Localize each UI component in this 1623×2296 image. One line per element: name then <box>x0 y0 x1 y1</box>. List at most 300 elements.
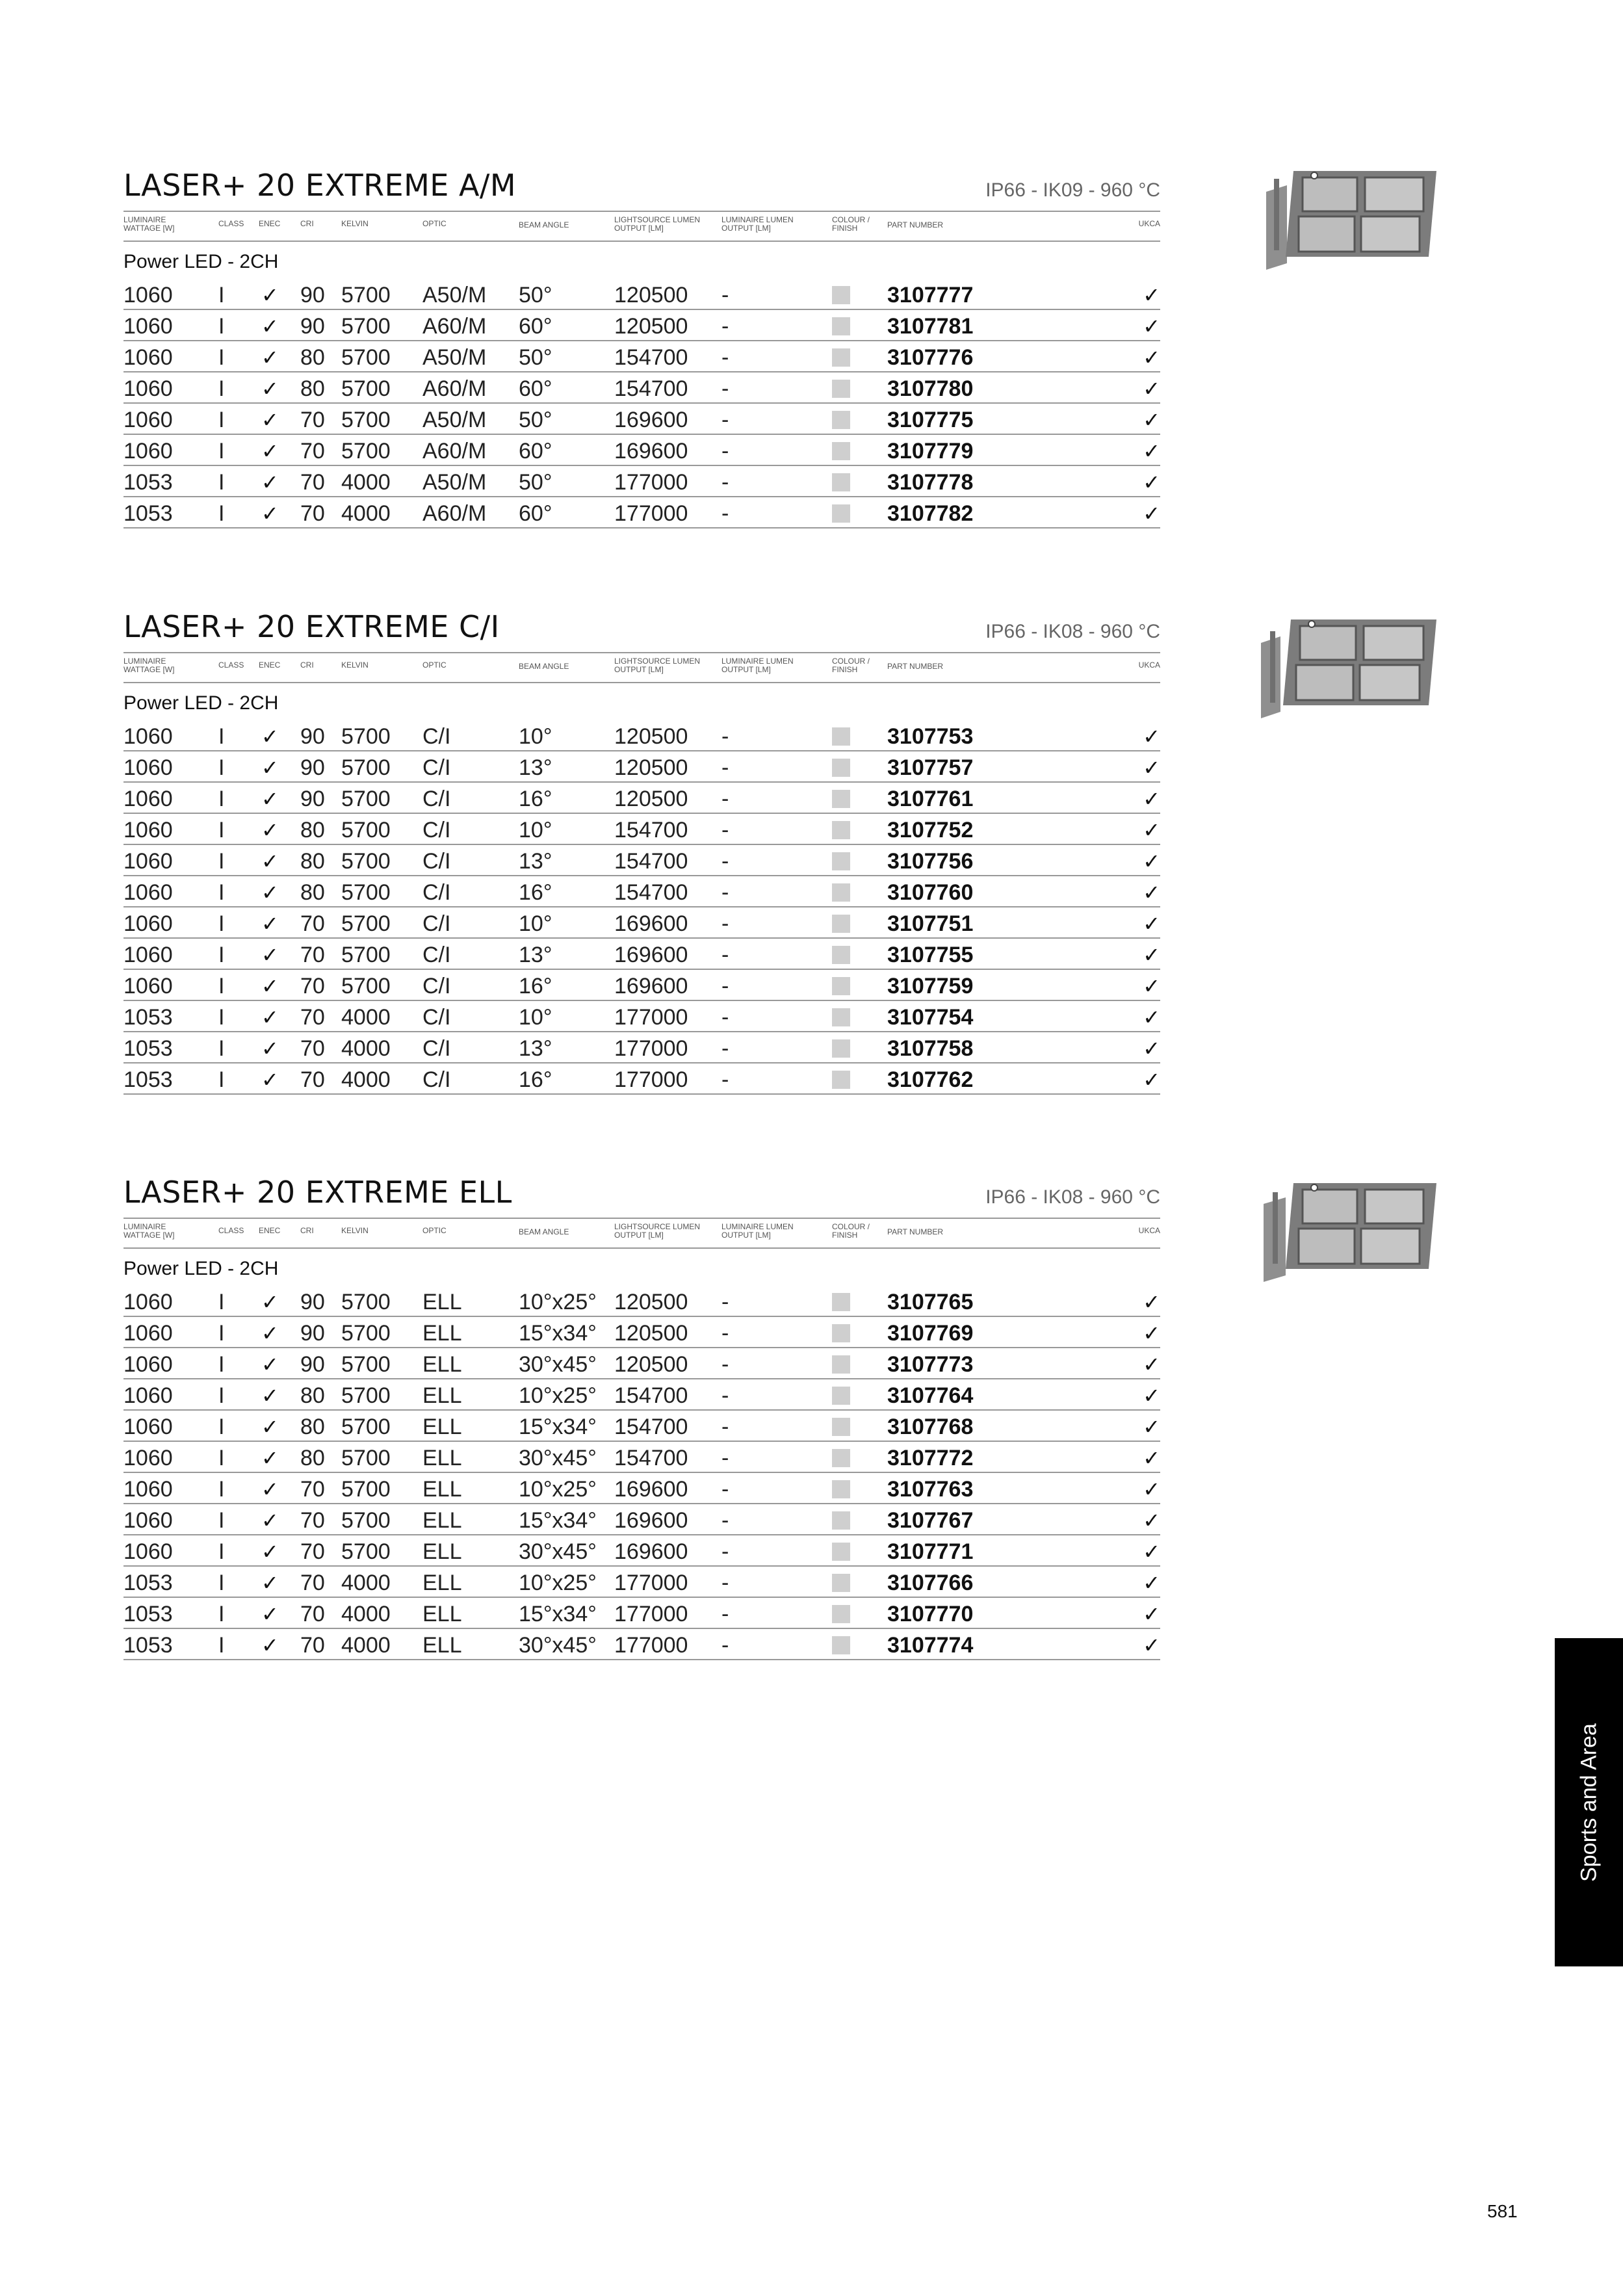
cell-part-number: 3107752 <box>887 818 974 842</box>
cell-ukca-check-icon: ✓ <box>1143 439 1160 463</box>
cell-part-number: 3107751 <box>887 911 974 936</box>
table-row <box>123 404 1160 435</box>
cell-part-number: 3107764 <box>887 1383 974 1408</box>
cell-class: I <box>218 1005 225 1030</box>
cell-class: I <box>218 1539 225 1564</box>
cell-kelvin: 5700 <box>341 724 391 749</box>
cell-cri: 70 <box>300 943 325 967</box>
cell-enec-check-icon: ✓ <box>261 345 279 370</box>
cell-enec-check-icon: ✓ <box>261 974 279 998</box>
col-header-part-number: PART NUMBER <box>887 662 944 671</box>
table-row <box>123 1349 1160 1379</box>
cell-beam-angle: 10° <box>519 911 552 936</box>
colour-swatch <box>832 1605 850 1623</box>
cell-class: I <box>218 1602 225 1626</box>
cell-beam-angle: 16° <box>519 974 552 998</box>
cell-optic: C/I <box>422 818 451 842</box>
cell-kelvin: 5700 <box>341 1446 391 1470</box>
cell-kelvin: 5700 <box>341 1352 391 1377</box>
cell-wattage: 1060 <box>123 1446 173 1470</box>
cell-ukca-check-icon: ✓ <box>1143 1633 1160 1658</box>
cell-optic: ELL <box>422 1571 462 1595</box>
cell-optic: ELL <box>422 1446 462 1470</box>
cell-class: I <box>218 1477 225 1502</box>
cell-ukca-check-icon: ✓ <box>1143 1352 1160 1377</box>
cell-optic: A50/M <box>422 408 487 432</box>
table-row <box>123 1536 1160 1567</box>
cell-cri: 70 <box>300 1067 325 1092</box>
cell-cri: 90 <box>300 724 325 749</box>
cell-beam-angle: 30°x45° <box>519 1446 597 1470</box>
cell-wattage: 1060 <box>123 439 173 463</box>
cell-ukca-check-icon: ✓ <box>1143 470 1160 495</box>
cell-luminaire-lumen: - <box>721 1477 729 1502</box>
cell-luminaire-lumen: - <box>721 974 729 998</box>
colour-swatch <box>832 1039 850 1058</box>
col-header-enec: ENEC <box>259 1226 281 1235</box>
cell-enec-check-icon: ✓ <box>261 1508 279 1533</box>
cell-wattage: 1060 <box>123 911 173 936</box>
cell-cri: 70 <box>300 1477 325 1502</box>
cell-ukca-check-icon: ✓ <box>1143 1477 1160 1502</box>
side-tab-label: Sports and Area <box>1576 1723 1601 1882</box>
section-title: LASER+ 20 EXTREME C/I <box>123 609 500 644</box>
cell-lightsource-lumen: 154700 <box>614 1415 688 1439</box>
cell-luminaire-lumen: - <box>721 880 729 905</box>
table-row <box>123 1630 1160 1660</box>
cell-optic: ELL <box>422 1415 462 1439</box>
cell-ukca-check-icon: ✓ <box>1143 1383 1160 1408</box>
colour-swatch <box>832 1574 850 1592</box>
table-header <box>123 1218 1160 1249</box>
cell-ukca-check-icon: ✓ <box>1143 408 1160 432</box>
cell-cri: 70 <box>300 1036 325 1061</box>
cell-class: I <box>218 439 225 463</box>
col-header-colour: COLOUR / FINISH <box>832 215 870 233</box>
table-row <box>123 1442 1160 1473</box>
cell-part-number: 3107755 <box>887 943 974 967</box>
cell-beam-angle: 60° <box>519 314 552 339</box>
col-header-colour: COLOUR / FINISH <box>832 1222 870 1240</box>
cell-beam-angle: 10°x25° <box>519 1290 597 1314</box>
cell-part-number: 3107765 <box>887 1290 974 1314</box>
cell-enec-check-icon: ✓ <box>261 1005 279 1030</box>
cell-part-number: 3107770 <box>887 1602 974 1626</box>
cell-kelvin: 5700 <box>341 1415 391 1439</box>
cell-cri: 90 <box>300 314 325 339</box>
table-row <box>123 783 1160 814</box>
cell-luminaire-lumen: - <box>721 1067 729 1092</box>
cell-class: I <box>218 818 225 842</box>
cell-part-number: 3107774 <box>887 1633 974 1658</box>
col-header-part-number: PART NUMBER <box>887 1227 944 1236</box>
cell-beam-angle: 16° <box>519 787 552 811</box>
cell-kelvin: 5700 <box>341 376 391 401</box>
cell-part-number: 3107781 <box>887 314 974 339</box>
colour-swatch <box>832 442 850 460</box>
cell-wattage: 1060 <box>123 1415 173 1439</box>
cell-class: I <box>218 787 225 811</box>
cell-part-number: 3107773 <box>887 1352 974 1377</box>
cell-beam-angle: 60° <box>519 439 552 463</box>
cell-wattage: 1060 <box>123 787 173 811</box>
table-row <box>123 311 1160 341</box>
cell-part-number: 3107753 <box>887 724 974 749</box>
cell-cri: 90 <box>300 787 325 811</box>
colour-swatch <box>832 1071 850 1089</box>
cell-wattage: 1060 <box>123 1477 173 1502</box>
cell-part-number: 3107766 <box>887 1571 974 1595</box>
table-row <box>123 436 1160 466</box>
cell-ukca-check-icon: ✓ <box>1143 1005 1160 1030</box>
cell-luminaire-lumen: - <box>721 1602 729 1626</box>
cell-part-number: 3107763 <box>887 1477 974 1502</box>
cell-enec-check-icon: ✓ <box>261 1415 279 1439</box>
colour-swatch <box>832 1293 850 1311</box>
cell-luminaire-lumen: - <box>721 439 729 463</box>
table-row <box>123 280 1160 310</box>
cell-beam-angle: 13° <box>519 849 552 874</box>
cell-class: I <box>218 1508 225 1533</box>
section-title: LASER+ 20 EXTREME ELL <box>123 1175 512 1210</box>
cell-kelvin: 4000 <box>341 501 391 526</box>
cell-ukca-check-icon: ✓ <box>1143 1508 1160 1533</box>
cell-ukca-check-icon: ✓ <box>1143 1602 1160 1626</box>
cell-luminaire-lumen: - <box>721 1415 729 1439</box>
table-row <box>123 752 1160 783</box>
cell-wattage: 1053 <box>123 470 173 495</box>
cell-enec-check-icon: ✓ <box>261 849 279 874</box>
cell-cri: 80 <box>300 1383 325 1408</box>
cell-lightsource-lumen: 169600 <box>614 439 688 463</box>
cell-ukca-check-icon: ✓ <box>1143 345 1160 370</box>
col-header-optic: OPTIC <box>422 660 447 670</box>
cell-cri: 80 <box>300 376 325 401</box>
table-row <box>123 342 1160 372</box>
section-subtitle: Power LED - 2CH <box>123 692 279 714</box>
cell-luminaire-lumen: - <box>721 1036 729 1061</box>
cell-luminaire-lumen: - <box>721 1005 729 1030</box>
cell-enec-check-icon: ✓ <box>261 1067 279 1092</box>
table-row <box>123 373 1160 404</box>
cell-ukca-check-icon: ✓ <box>1143 501 1160 526</box>
cell-ukca-check-icon: ✓ <box>1143 755 1160 780</box>
colour-swatch <box>832 286 850 304</box>
cell-optic: C/I <box>422 943 451 967</box>
col-header-cri: CRI <box>300 660 314 670</box>
col-header-part-number: PART NUMBER <box>887 220 944 229</box>
cell-enec-check-icon: ✓ <box>261 1352 279 1377</box>
cell-optic: C/I <box>422 880 451 905</box>
cell-wattage: 1053 <box>123 1571 173 1595</box>
cell-kelvin: 5700 <box>341 880 391 905</box>
cell-class: I <box>218 1036 225 1061</box>
cell-lightsource-lumen: 177000 <box>614 1602 688 1626</box>
cell-ukca-check-icon: ✓ <box>1143 1036 1160 1061</box>
cell-kelvin: 5700 <box>341 755 391 780</box>
cell-luminaire-lumen: - <box>721 943 729 967</box>
cell-cri: 80 <box>300 849 325 874</box>
cell-wattage: 1053 <box>123 1005 173 1030</box>
cell-lightsource-lumen: 154700 <box>614 880 688 905</box>
table-row <box>123 467 1160 497</box>
cell-kelvin: 5700 <box>341 974 391 998</box>
cell-beam-angle: 16° <box>519 1067 552 1092</box>
col-header-optic: OPTIC <box>422 1226 447 1235</box>
cell-beam-angle: 10°x25° <box>519 1571 597 1595</box>
cell-wattage: 1053 <box>123 1036 173 1061</box>
cell-cri: 70 <box>300 974 325 998</box>
table-row <box>123 971 1160 1001</box>
cell-lightsource-lumen: 154700 <box>614 345 688 370</box>
cell-luminaire-lumen: - <box>721 1383 729 1408</box>
cell-cri: 70 <box>300 408 325 432</box>
cell-wattage: 1060 <box>123 314 173 339</box>
cell-part-number: 3107779 <box>887 439 974 463</box>
cell-lightsource-lumen: 120500 <box>614 724 688 749</box>
cell-beam-angle: 50° <box>519 283 552 307</box>
cell-ukca-check-icon: ✓ <box>1143 1290 1160 1314</box>
cell-lightsource-lumen: 120500 <box>614 1321 688 1346</box>
cell-enec-check-icon: ✓ <box>261 724 279 749</box>
cell-lightsource-lumen: 177000 <box>614 1571 688 1595</box>
table-row <box>123 877 1160 907</box>
table-row <box>123 1286 1160 1317</box>
cell-optic: A60/M <box>422 439 487 463</box>
cell-lightsource-lumen: 169600 <box>614 943 688 967</box>
cell-class: I <box>218 1415 225 1439</box>
cell-enec-check-icon: ✓ <box>261 1633 279 1658</box>
col-header-class: CLASS <box>218 660 244 670</box>
cell-class: I <box>218 943 225 967</box>
cell-class: I <box>218 1571 225 1595</box>
cell-wattage: 1053 <box>123 1633 173 1658</box>
cell-part-number: 3107760 <box>887 880 974 905</box>
cell-enec-check-icon: ✓ <box>261 439 279 463</box>
cell-kelvin: 5700 <box>341 1321 391 1346</box>
cell-kelvin: 5700 <box>341 1539 391 1564</box>
cell-wattage: 1053 <box>123 501 173 526</box>
cell-lightsource-lumen: 120500 <box>614 1290 688 1314</box>
page-number: 581 <box>1487 2201 1518 2221</box>
cell-enec-check-icon: ✓ <box>261 1571 279 1595</box>
cell-part-number: 3107761 <box>887 787 974 811</box>
cell-optic: A50/M <box>422 345 487 370</box>
cell-class: I <box>218 1067 225 1092</box>
cell-luminaire-lumen: - <box>721 787 729 811</box>
cell-luminaire-lumen: - <box>721 1508 729 1533</box>
cell-optic: ELL <box>422 1539 462 1564</box>
table-row <box>123 846 1160 876</box>
protection-rating: IP66 - IK08 - 960 °C <box>985 1186 1160 1208</box>
cell-optic: A50/M <box>422 283 487 307</box>
colour-swatch <box>832 317 850 335</box>
cell-luminaire-lumen: - <box>721 849 729 874</box>
cell-luminaire-lumen: - <box>721 1290 729 1314</box>
cell-optic: ELL <box>422 1290 462 1314</box>
cell-wattage: 1060 <box>123 1321 173 1346</box>
cell-enec-check-icon: ✓ <box>261 1036 279 1061</box>
cell-kelvin: 5700 <box>341 314 391 339</box>
cell-kelvin: 5700 <box>341 818 391 842</box>
cell-beam-angle: 30°x45° <box>519 1539 597 1564</box>
side-tab <box>1555 1638 1623 1966</box>
cell-kelvin: 5700 <box>341 439 391 463</box>
table-row <box>123 721 1160 751</box>
colour-swatch <box>832 1511 850 1530</box>
cell-optic: ELL <box>422 1508 462 1533</box>
cell-class: I <box>218 1446 225 1470</box>
cell-wattage: 1060 <box>123 283 173 307</box>
cell-lightsource-lumen: 120500 <box>614 787 688 811</box>
cell-luminaire-lumen: - <box>721 470 729 495</box>
cell-cri: 80 <box>300 1415 325 1439</box>
table-row <box>123 1380 1160 1411</box>
cell-optic: C/I <box>422 724 451 749</box>
cell-luminaire-lumen: - <box>721 724 729 749</box>
cell-beam-angle: 13° <box>519 943 552 967</box>
cell-luminaire-lumen: - <box>721 283 729 307</box>
cell-kelvin: 5700 <box>341 345 391 370</box>
col-header-ukca: UKCA <box>1138 660 1160 670</box>
colour-swatch <box>832 1324 850 1342</box>
cell-kelvin: 5700 <box>341 849 391 874</box>
cell-lightsource-lumen: 120500 <box>614 755 688 780</box>
cell-beam-angle: 10°x25° <box>519 1477 597 1502</box>
cell-lightsource-lumen: 120500 <box>614 283 688 307</box>
col-header-enec: ENEC <box>259 219 281 228</box>
cell-wattage: 1060 <box>123 408 173 432</box>
cell-part-number: 3107780 <box>887 376 974 401</box>
cell-beam-angle: 16° <box>519 880 552 905</box>
col-header-beam-angle: BEAM ANGLE <box>519 1227 569 1236</box>
cell-class: I <box>218 880 225 905</box>
table-row <box>123 1567 1160 1598</box>
col-header-cri: CRI <box>300 1226 314 1235</box>
cell-wattage: 1060 <box>123 1352 173 1377</box>
cell-class: I <box>218 755 225 780</box>
cell-kelvin: 4000 <box>341 1067 391 1092</box>
cell-enec-check-icon: ✓ <box>261 1290 279 1314</box>
table-body <box>123 280 1160 529</box>
cell-ukca-check-icon: ✓ <box>1143 724 1160 749</box>
cell-ukca-check-icon: ✓ <box>1143 314 1160 339</box>
cell-class: I <box>218 345 225 370</box>
cell-beam-angle: 10°x25° <box>519 1383 597 1408</box>
cell-luminaire-lumen: - <box>721 408 729 432</box>
colour-swatch <box>832 1387 850 1405</box>
cell-kelvin: 4000 <box>341 1036 391 1061</box>
cell-part-number: 3107758 <box>887 1036 974 1061</box>
cell-lightsource-lumen: 154700 <box>614 849 688 874</box>
cell-cri: 70 <box>300 911 325 936</box>
cell-optic: ELL <box>422 1477 462 1502</box>
col-header-luminaire-lumen: LUMINAIRE LUMEN OUTPUT [LM] <box>721 657 794 674</box>
cell-lightsource-lumen: 177000 <box>614 1067 688 1092</box>
cell-kelvin: 4000 <box>341 1633 391 1658</box>
cell-ukca-check-icon: ✓ <box>1143 1067 1160 1092</box>
col-header-class: CLASS <box>218 1226 244 1235</box>
colour-swatch <box>832 790 850 808</box>
cell-lightsource-lumen: 120500 <box>614 314 688 339</box>
cell-lightsource-lumen: 154700 <box>614 1446 688 1470</box>
colour-swatch <box>832 821 850 839</box>
cell-cri: 90 <box>300 1352 325 1377</box>
cell-lightsource-lumen: 177000 <box>614 470 688 495</box>
table-row <box>123 1033 1160 1063</box>
cell-optic: A60/M <box>422 376 487 401</box>
cell-kelvin: 5700 <box>341 1290 391 1314</box>
table-row <box>123 939 1160 970</box>
cell-kelvin: 5700 <box>341 408 391 432</box>
cell-ukca-check-icon: ✓ <box>1143 974 1160 998</box>
cell-enec-check-icon: ✓ <box>261 1383 279 1408</box>
cell-cri: 70 <box>300 1508 325 1533</box>
colour-swatch <box>832 852 850 870</box>
cell-enec-check-icon: ✓ <box>261 470 279 495</box>
cell-part-number: 3107775 <box>887 408 974 432</box>
cell-part-number: 3107778 <box>887 470 974 495</box>
cell-kelvin: 5700 <box>341 283 391 307</box>
cell-wattage: 1060 <box>123 1539 173 1564</box>
cell-ukca-check-icon: ✓ <box>1143 376 1160 401</box>
cell-enec-check-icon: ✓ <box>261 1602 279 1626</box>
cell-kelvin: 4000 <box>341 1005 391 1030</box>
cell-optic: ELL <box>422 1383 462 1408</box>
cell-optic: ELL <box>422 1602 462 1626</box>
colour-swatch <box>832 1543 850 1561</box>
cell-cri: 80 <box>300 818 325 842</box>
cell-enec-check-icon: ✓ <box>261 943 279 967</box>
cell-luminaire-lumen: - <box>721 1539 729 1564</box>
cell-class: I <box>218 1633 225 1658</box>
col-header-wattage: LUMINAIRE WATTAGE [W] <box>123 215 175 233</box>
cell-luminaire-lumen: - <box>721 345 729 370</box>
col-header-beam-angle: BEAM ANGLE <box>519 662 569 671</box>
cell-kelvin: 5700 <box>341 911 391 936</box>
col-header-cri: CRI <box>300 219 314 228</box>
cell-wattage: 1060 <box>123 943 173 967</box>
cell-optic: A50/M <box>422 470 487 495</box>
cell-cri: 70 <box>300 1633 325 1658</box>
cell-ukca-check-icon: ✓ <box>1143 787 1160 811</box>
cell-part-number: 3107756 <box>887 849 974 874</box>
cell-lightsource-lumen: 177000 <box>614 1036 688 1061</box>
col-header-lightsource-lumen: LIGHTSOURCE LUMEN OUTPUT [LM] <box>614 215 701 233</box>
cell-enec-check-icon: ✓ <box>261 1321 279 1346</box>
table-header <box>123 211 1160 242</box>
table-row <box>123 1064 1160 1095</box>
cell-beam-angle: 10° <box>519 1005 552 1030</box>
cell-enec-check-icon: ✓ <box>261 376 279 401</box>
cell-part-number: 3107754 <box>887 1005 974 1030</box>
cell-enec-check-icon: ✓ <box>261 501 279 526</box>
cell-cri: 90 <box>300 755 325 780</box>
cell-lightsource-lumen: 169600 <box>614 974 688 998</box>
cell-class: I <box>218 1383 225 1408</box>
cell-kelvin: 4000 <box>341 470 391 495</box>
cell-wattage: 1060 <box>123 849 173 874</box>
cell-class: I <box>218 911 225 936</box>
cell-class: I <box>218 1321 225 1346</box>
cell-kelvin: 5700 <box>341 787 391 811</box>
cell-beam-angle: 50° <box>519 408 552 432</box>
cell-cri: 70 <box>300 1005 325 1030</box>
cell-beam-angle: 60° <box>519 376 552 401</box>
cell-enec-check-icon: ✓ <box>261 787 279 811</box>
cell-class: I <box>218 283 225 307</box>
cell-wattage: 1060 <box>123 724 173 749</box>
